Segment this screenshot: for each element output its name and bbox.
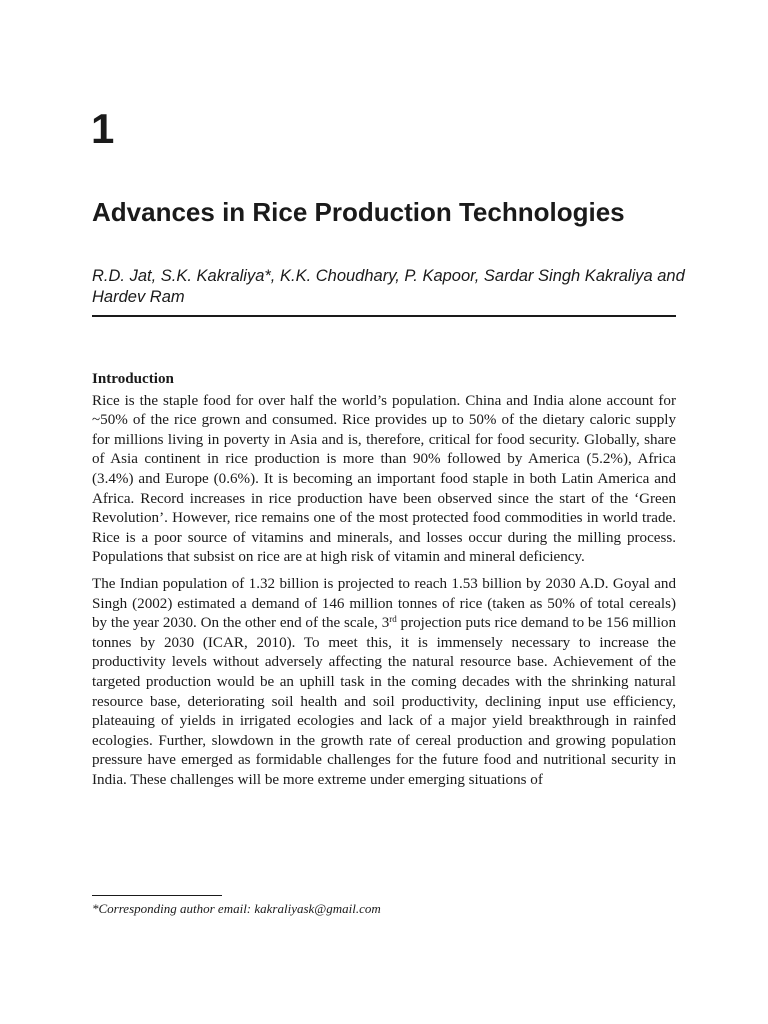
footnote: *Corresponding author email: kakraliyask@gmail.com: [92, 901, 381, 916]
paragraph-2-text-start: The Indian population of 1.32 billion is projected to reach 1.53 billion by 2030 A.D. Goyal and Singh (2002) estimated a demand of 146 million tonnes of rice (taken as 50% of total cereals) by the year 2030. On the other end of the scale, 3: [92, 575, 676, 632]
footnote-divider: [92, 895, 222, 896]
chapter-title: Advances in Rice Production Technologies: [92, 197, 625, 227]
title-divider: [92, 315, 676, 317]
chapter-number: 1: [91, 105, 115, 152]
introduction-section: [92, 370, 676, 797]
author-list: R.D. Jat, S.K. Kakraliya*, K.K. Choudhary, P. Kapoor, Sardar Singh Kakraliya and Hardev Ram: [92, 267, 685, 306]
paragraph-2-text-end: projection puts rice demand to be 156 million tonnes by 2030 (ICAR, 2010). To meet this, it is immensely necessary to increase the productivity levels without adversely affecting the natural resource base. Achievement of the targeted production would be an uphill task in the coming decades with the shrinking natural resource base, deteriorating soil health and soil productivity, declining input use efficiency, plateauing of yields in irrigated ecologies and lack of a major yield breakthrough in rainfed ecologies. Further, slowdown in the growth rate of cereal production and growing population pressure have emerged as formidable challenges for the future food and nutritional security in India. These challenges will be more extreme under emerging situations of: [92, 615, 676, 788]
section-heading: Introduction: [92, 371, 174, 387]
paragraph-1: Rice is the staple food for over half the world’s population. China and India alone account for ~50% of the rice grown and consumed. Rice provides up to 50% of the dietary caloric supply for millions living in poverty in Asia and is, therefore, critical for food security. Globally, share of Asia continent in rice production is more than 90% followed by America (5.2%), Africa (3.4%) and Europe (0.6%). It is becoming an important food staple in both Latin America and Africa. Record increases in rice production have been observed since the start of the ‘Green Revolution’. However, rice remains one of the most protected food commodities in world trade. Rice is a poor source of vitamins and minerals, and losses occur during the milling process. Populations that subsist on rice are at high risk of vitamin and mineral deficiency.: [92, 392, 676, 566]
paragraph-2: [92, 575, 676, 791]
ordinal-superscript: rd: [389, 614, 397, 625]
